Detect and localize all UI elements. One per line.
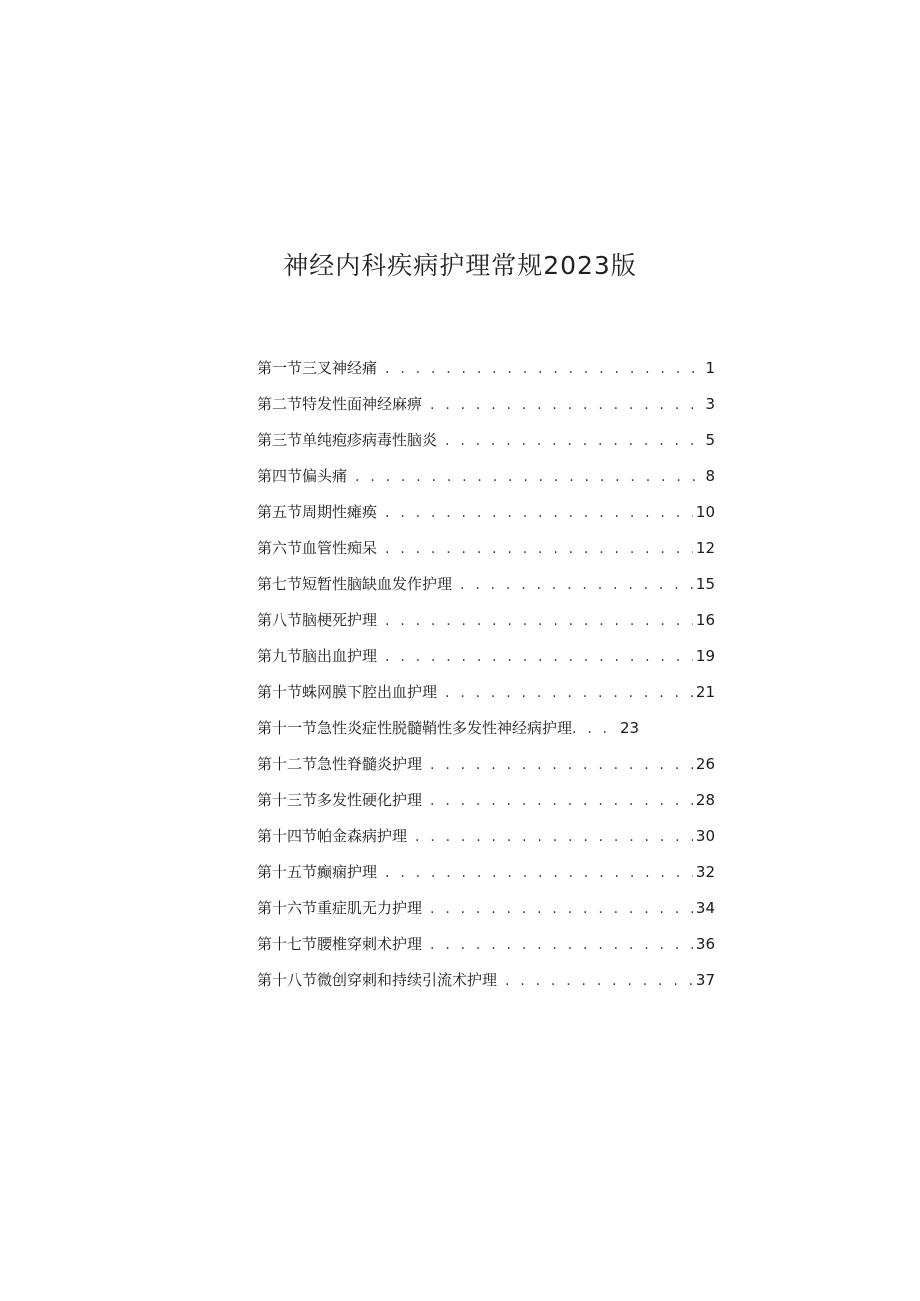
toc-page-number: 16 — [695, 611, 715, 629]
toc-entry-label: 第十二节急性脊髓炎护理 — [257, 755, 423, 773]
toc-dot-leader — [385, 855, 693, 890]
toc-entry[interactable] — [257, 890, 715, 926]
toc-entry[interactable] — [257, 422, 715, 458]
toc-entry[interactable] — [257, 602, 715, 638]
toc-entry-label: 第十五节癫痫护理 — [257, 863, 378, 881]
toc-dot-leader — [445, 675, 693, 710]
toc-dot-leader — [385, 495, 693, 530]
toc-entry[interactable] — [257, 674, 715, 710]
toc-page-number: 32 — [695, 863, 715, 881]
toc-page-number: 3 — [705, 395, 715, 413]
toc-entry[interactable] — [257, 962, 715, 998]
toc-entry-label: 第五节周期性瘫痪 — [257, 503, 378, 521]
toc-dot-leader — [460, 567, 693, 602]
toc-entry-label: 第一节三叉神经痛 — [257, 359, 378, 377]
toc-entry[interactable] — [257, 926, 715, 962]
toc-entry-label: 第十三节多发性硬化护理 — [257, 791, 423, 809]
toc-dot-leader — [415, 819, 693, 854]
toc-entry[interactable] — [257, 494, 715, 530]
toc-page-number: 1 — [705, 359, 715, 377]
table-of-contents — [257, 350, 715, 998]
toc-dot-leader — [385, 531, 693, 566]
toc-entry-label: 第十一节急性炎症性脱髓鞘性多发性神经病护理 — [257, 719, 573, 737]
toc-entry-label: 第七节短暂性脑缺血发作护理 — [257, 575, 453, 593]
toc-dot-leader — [355, 459, 702, 494]
toc-entry-label: 第二节特发性面神经麻痹 — [257, 395, 423, 413]
toc-entry[interactable] — [257, 458, 715, 494]
toc-entry[interactable] — [257, 638, 715, 674]
toc-dot-leader — [430, 387, 702, 422]
toc-entry-label: 第十七节腰椎穿刺术护理 — [257, 935, 423, 953]
toc-entry[interactable] — [257, 386, 715, 422]
toc-entry[interactable] — [257, 746, 715, 782]
toc-entry-label: 第十节蛛网膜下腔出血护理 — [257, 683, 438, 701]
toc-dot-leader — [430, 927, 693, 962]
toc-dot-leader — [430, 891, 693, 926]
toc-page-number: 10 — [695, 503, 715, 521]
toc-dot-leader — [385, 603, 693, 638]
toc-entry-label: 第十四节帕金森病护理 — [257, 827, 408, 845]
toc-dot-leader — [430, 783, 693, 818]
toc-entry[interactable] — [257, 710, 685, 746]
document-title: 神经内科疾病护理常规2023版 — [283, 251, 637, 280]
toc-entry-label: 第十八节微创穿刺和持续引流术护理 — [257, 971, 498, 989]
toc-entry-label: 第八节脑梗死护理 — [257, 611, 378, 629]
toc-entry[interactable] — [257, 566, 715, 602]
toc-page-number: 19 — [695, 647, 715, 665]
toc-dot-leader — [385, 639, 693, 674]
toc-dot-leader — [505, 963, 693, 998]
toc-entry[interactable] — [257, 854, 715, 890]
toc-page-number: 23 — [620, 719, 640, 737]
toc-dot-leader — [445, 423, 702, 458]
toc-entry[interactable] — [257, 782, 715, 818]
toc-page-number: 34 — [695, 899, 715, 917]
toc-page-number: 15 — [695, 575, 715, 593]
toc-page-number: 12 — [695, 539, 715, 557]
toc-page-number: 8 — [705, 467, 715, 485]
toc-page-number: 30 — [695, 827, 715, 845]
toc-entry-label: 第十六节重症肌无力护理 — [257, 899, 423, 917]
toc-entry-label: 第四节偏头痛 — [257, 467, 348, 485]
toc-entry[interactable] — [257, 350, 715, 386]
toc-entry[interactable] — [257, 530, 715, 566]
toc-entry[interactable] — [257, 818, 715, 854]
toc-page-number: 21 — [695, 683, 715, 701]
toc-page-number: 26 — [695, 755, 715, 773]
toc-entry-label: 第六节血管性痴呆 — [257, 539, 378, 557]
toc-page-number: 37 — [695, 971, 715, 989]
toc-page-number: 5 — [705, 431, 715, 449]
toc-dot-leader — [430, 747, 693, 782]
toc-page-number: 36 — [695, 935, 715, 953]
toc-dot-leader — [385, 351, 702, 386]
toc-entry-label: 第九节脑出血护理 — [257, 647, 378, 665]
toc-dot-leader — [572, 711, 618, 746]
toc-entry-label: 第三节单纯疱疹病毒性脑炎 — [257, 431, 438, 449]
toc-page-number: 28 — [695, 791, 715, 809]
